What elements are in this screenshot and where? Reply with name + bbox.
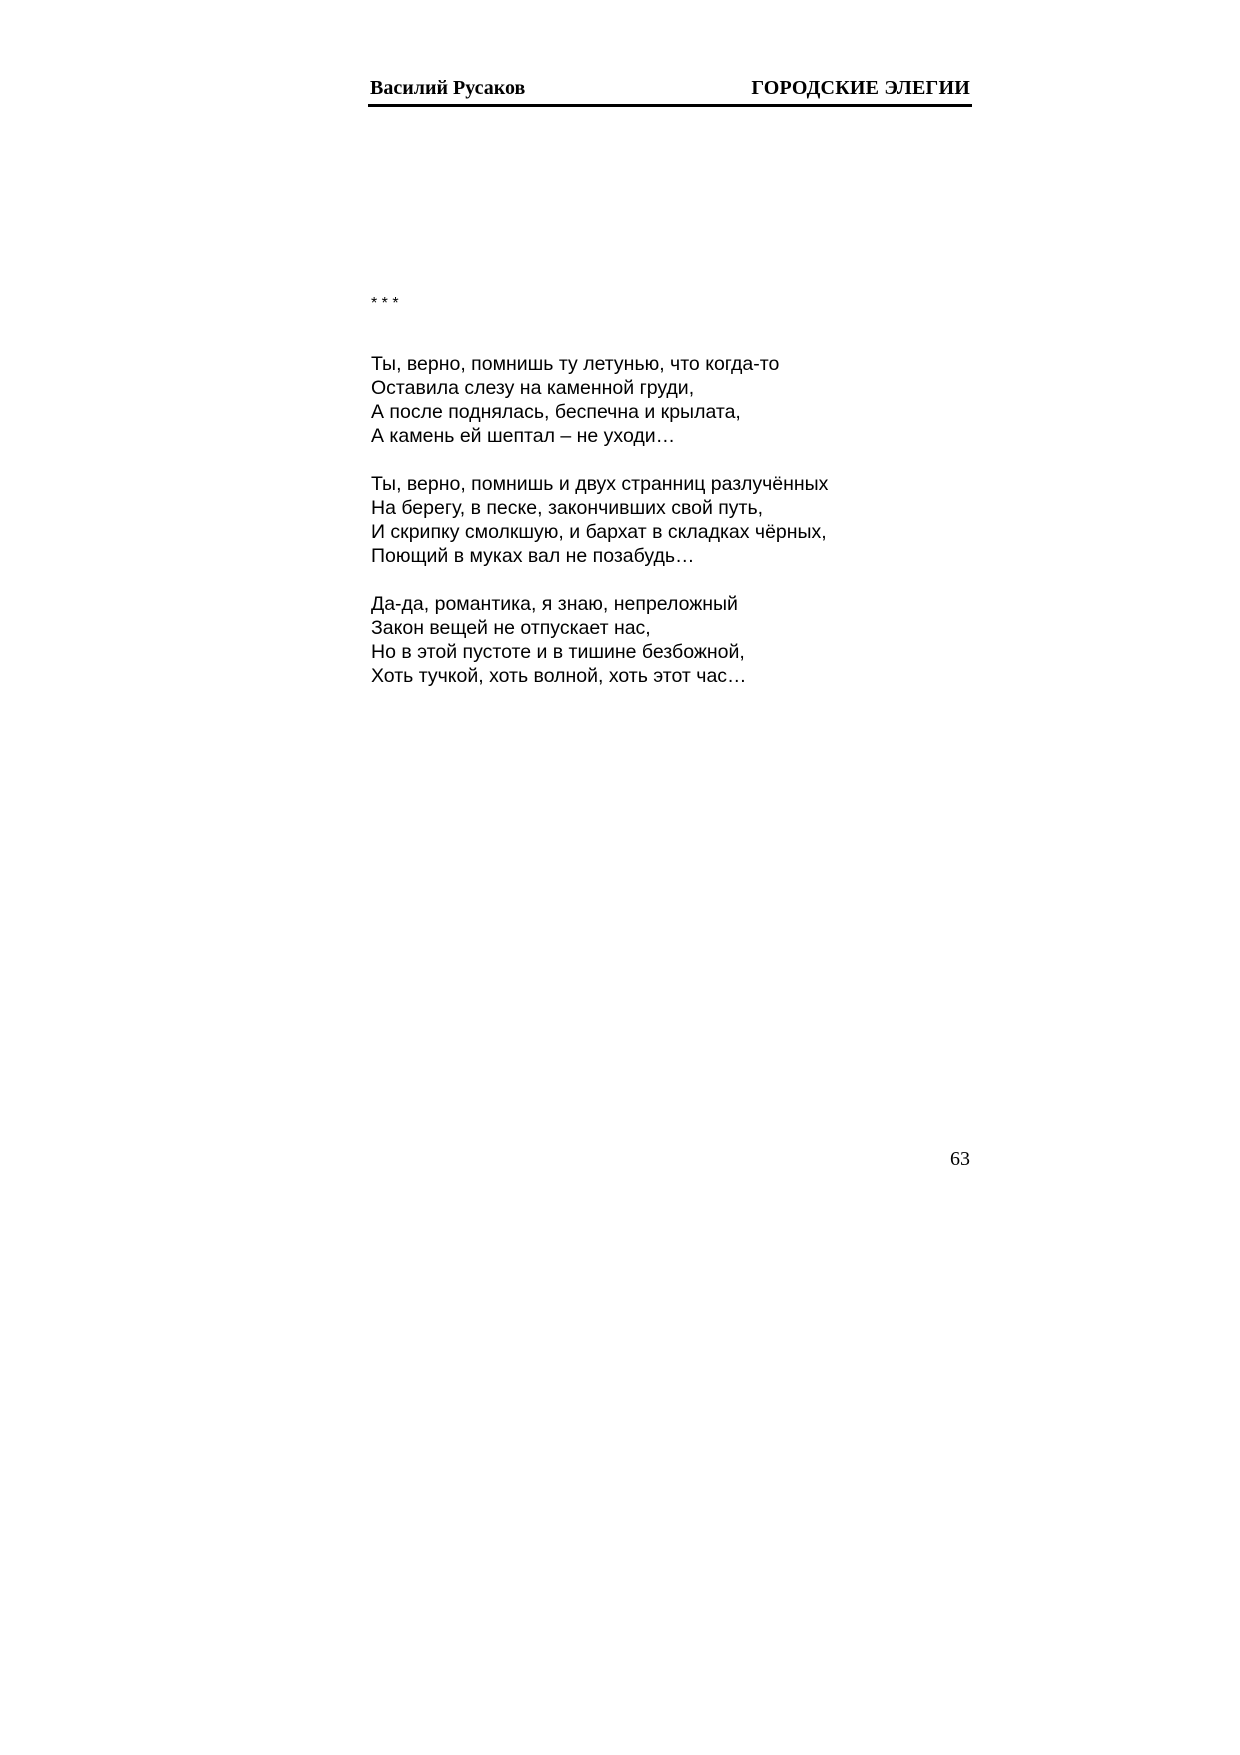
header-book-title: ГОРОДСКИЕ ЭЛЕГИИ — [751, 77, 970, 99]
poem-line: Но в этой пустоте и в тишине безбожной, — [371, 641, 745, 663]
poem-line: На берегу, в песке, закончивших свой путь, — [371, 497, 764, 519]
poem-line: А камень ей шептал – не уходи… — [371, 425, 676, 447]
header-author: Василий Русаков — [370, 77, 526, 99]
poem-line: Закон вещей не отпускает нас, — [371, 617, 651, 639]
stanza-1 — [371, 352, 971, 448]
poem-line: Оставила слезу на каменной груди, — [371, 377, 695, 399]
poem-line: Хоть тучкой, хоть волной, хоть этот час… — [371, 665, 747, 687]
stanza-2 — [371, 472, 971, 568]
poem-line: Ты, верно, помнишь и двух странниц разлучённых — [371, 473, 829, 495]
poem-separator: * * * — [371, 295, 399, 312]
poem-line: А после поднялась, беспечна и крылата, — [371, 401, 741, 423]
stanza-3 — [371, 592, 971, 688]
poem-line: Поющий в муках вал не позабудь… — [371, 545, 695, 567]
running-header — [368, 74, 972, 107]
poem-line: Да-да, романтика, я знаю, непреложный — [371, 593, 738, 615]
poem-line: И скрипку смолкшую, и бархат в складках чёрных, — [371, 521, 827, 543]
poem — [371, 292, 971, 712]
page-number: 63 — [950, 1148, 970, 1170]
poem-line: Ты, верно, помнишь ту летунью, что когда-то — [371, 353, 780, 375]
